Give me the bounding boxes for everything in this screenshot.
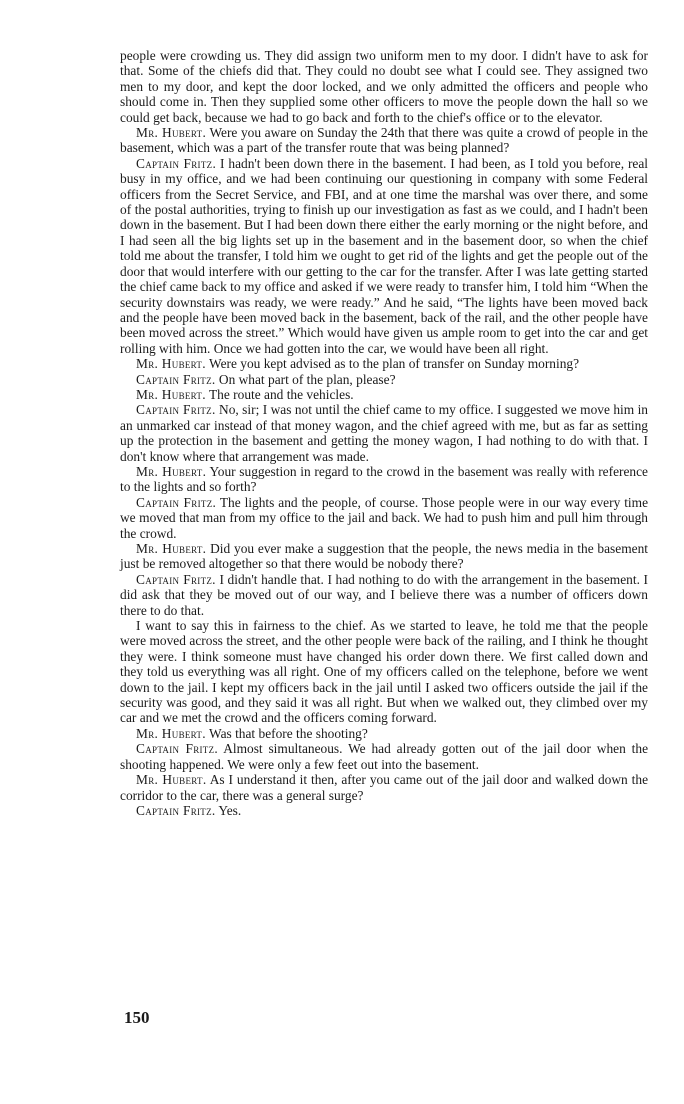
paragraph [120, 387, 648, 402]
paragraph-text: Yes. [218, 802, 242, 818]
paragraph-text: I want to say this in fairness to the chief. As we started to leave, he told me that the people were moved across the street, and the other people were back of the railing, and I think he thought they were. I think someone must have changed his order down there. We first called down and they told us everything was all right. One of my officers called on the telephone, before we went down to the jail. I kept my officers back in the jail until I asked two officers outside the jail if the security was good, and they said it was all right. But when we walked out, they climbed over my car and we met the crowd and the officers coming forward. [120, 618, 648, 726]
speaker-label: Captain Fritz. [136, 494, 217, 510]
paragraph [120, 372, 648, 387]
speaker-label: Captain Fritz. [136, 371, 216, 387]
paragraph-text: No, sir; I was not until the chief came to my office. I suggested we move him in an unmarked car instead of that money wagon, and the chief agreed with me, but as far as setting up the protection in the basement and getting the money wagon, I had nothing to do with that. I don't know where that arrangement was made. [120, 402, 649, 464]
paragraph [120, 803, 648, 818]
paragraph [120, 572, 648, 618]
paragraph-text: On what part of the plan, please? [218, 371, 396, 387]
paragraph [120, 156, 648, 356]
paragraph-text: Almost simultaneous. We had already gotten out of the jail door when the shooting happened. We were only a few feet out into the basement. [120, 741, 649, 772]
paragraph [120, 464, 648, 495]
paragraph [120, 741, 648, 772]
paragraph-text: Were you kept advised as to the plan of transfer on Sunday morning? [209, 356, 580, 372]
paragraph-text: Did you ever make a suggestion that the people, the news media in the basement just be removed altogether so that there would be nobody there? [120, 541, 648, 572]
paragraph-text: As I understand it then, after you came out of the jail door and walked down the corridor to the car, there was a general surge? [120, 772, 649, 803]
page-number: 150 [124, 1008, 150, 1027]
paragraph [120, 495, 648, 541]
speaker-label: Captain Fritz. [136, 402, 216, 418]
speaker-label: Captain Fritz. [136, 571, 216, 587]
speaker-label: Captain Fritz. [136, 802, 216, 818]
paragraph [120, 402, 648, 464]
paragraph-text: Was that before the shooting? [209, 725, 368, 741]
paragraph [120, 618, 648, 726]
speaker-label: Captain Fritz. [136, 155, 217, 171]
paragraph-text: The route and the vehicles. [209, 386, 354, 402]
paragraph-text: Your suggestion in regard to the crowd in the basement was really with reference to the lights and so forth? [120, 463, 648, 495]
paragraph-text: The lights and the people, of course. Those people were in our way every time we moved that man from my office to the jail and back. We had to push him and pull him through the crowd. [120, 494, 649, 541]
paragraph [120, 541, 648, 572]
speaker-label: Mr. Hubert. [136, 356, 206, 372]
speaker-label: Mr. Hubert. [136, 772, 207, 788]
speaker-label: Mr. Hubert. [136, 463, 207, 479]
paragraph-text: Were you aware on Sunday the 24th that there was quite a crowd of people in the basement, which was a part of the transfer route that was being planned? [120, 125, 648, 156]
speaker-label: Mr. Hubert. [136, 386, 206, 402]
paragraph-text: people were crowding us. They did assign two uniform men to my door. I didn't have to ask for that. Some of the chiefs did that. They could no doubt see what I could see. They assigned two men to my door, and kept the door locked, and we only admitted the officers and people who should come in. Then they supplied some other officers to move the people down the hall so we could get back, because we had to go back and forth to the chief's office or to the elevator. [120, 48, 648, 125]
speaker-label: Mr. Hubert. [136, 725, 206, 741]
speaker-label: Captain Fritz. [136, 741, 219, 757]
paragraph [120, 48, 648, 125]
speaker-label: Mr. Hubert. [136, 125, 207, 141]
paragraph [120, 772, 648, 803]
paragraph-text: I hadn't been down there in the basement. I had been, as I told you before, real busy in my office, and we had been continuing our questioning in company with some Federal officers from the Secret Service, and FBI, and at one time the marshal was over there, and some of the postal authorities, trying to finish up our investigation as fast as we could, and I hadn't been down in the basement. But I had been down there either the early morning or the night before, and I had seen all the big lights set up in the basement and in the basement door, so when the chief told me about the transfer, I told him we ought to get rid of the lights and get the people out of the door that would interfere with our getting to the car for the transfer. After I was late getting started the chief came back to my office and asked if we were ready to transfer him, I told him “When the security downstairs was ready, we were ready.” And he said, “The lights have been moved back and the people have been moved back in the basement, back of the rail, and the other people have been moved across the street.” Which would have given us ample room to get into the car and get rolling with him. Once we had gotten into the car, we would have been all right. [120, 155, 649, 356]
paragraph-text: I didn't handle that. I had nothing to do with the arrangement in the basement. I did ask that they be moved out of our way, and I believe there was a number of officers down there to do that. [120, 571, 648, 618]
paragraph [120, 125, 648, 156]
speaker-label: Mr. Hubert. [136, 541, 207, 556]
paragraph [120, 726, 648, 741]
transcript-body [120, 48, 648, 818]
paragraph [120, 356, 648, 371]
